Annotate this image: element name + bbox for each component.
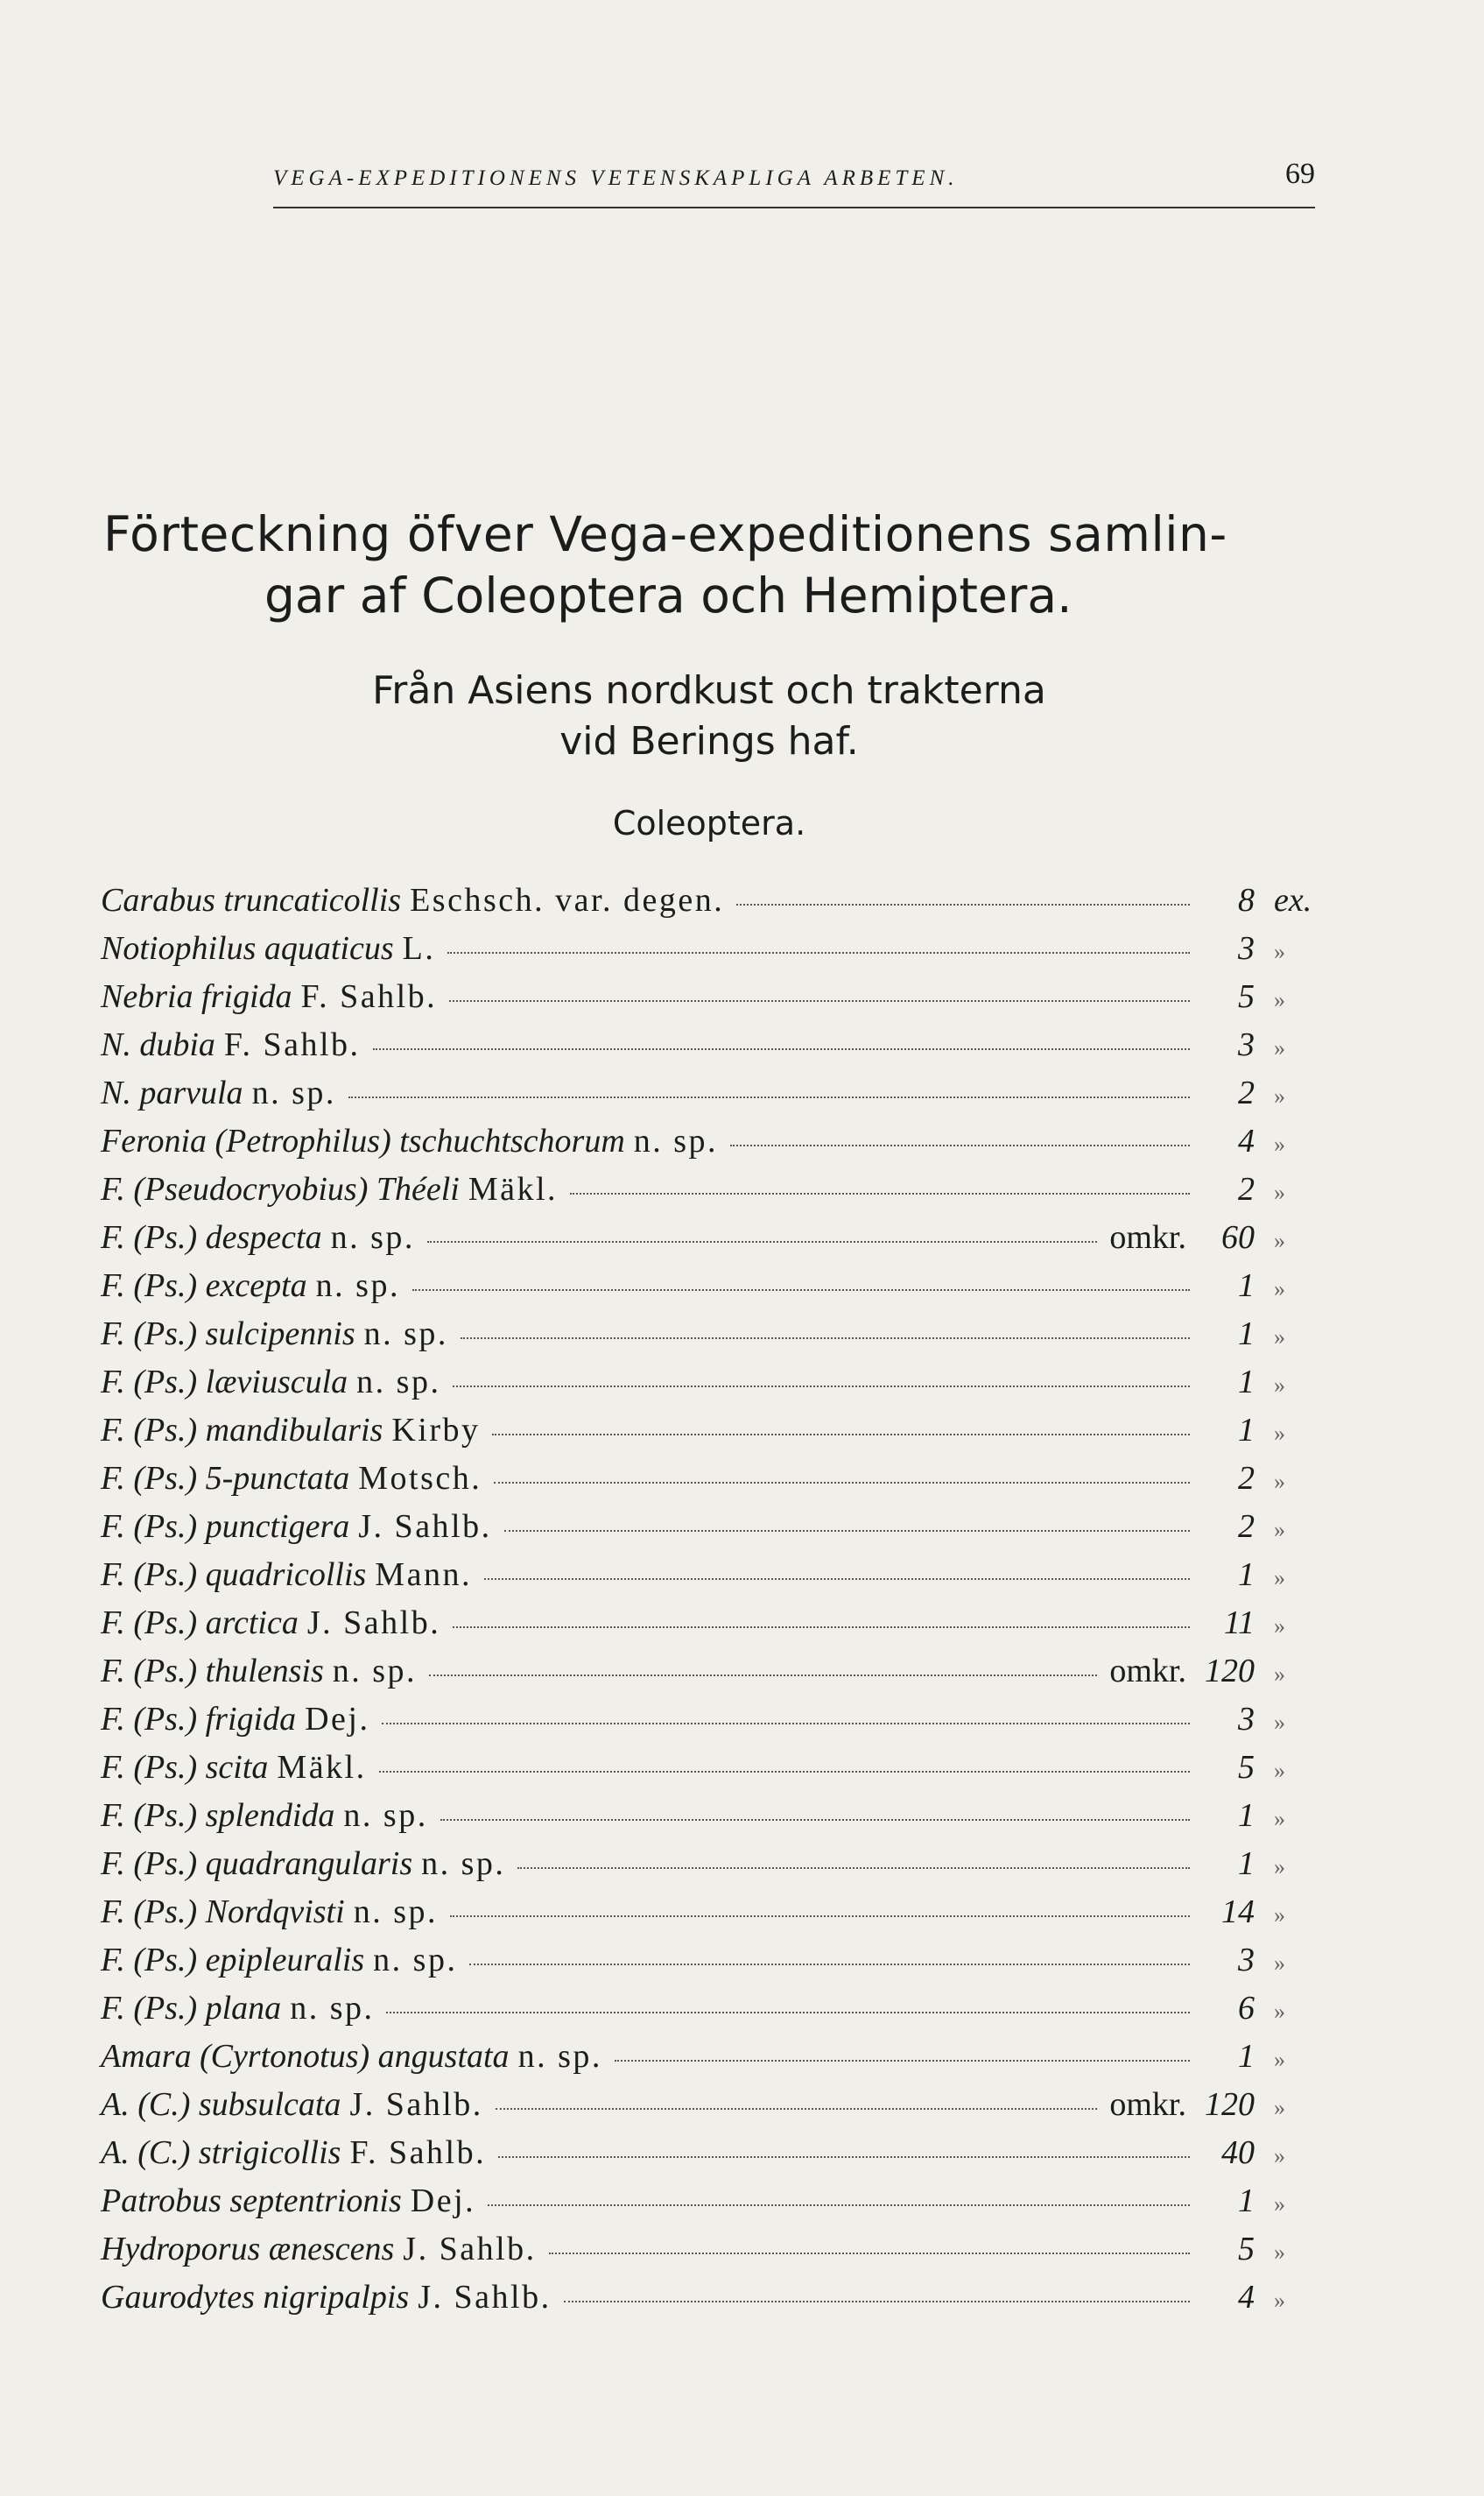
dot-leader [564,2301,1190,2302]
dot-leader [484,1578,1190,1580]
species-author: n. sp. [330,1219,415,1256]
list-item [101,2274,1326,2322]
dot-leader [348,1096,1190,1098]
species-name: Notiophilus aquaticus [101,930,394,967]
specimen-count: 1 [1238,1364,1255,1400]
list-item [101,1069,1326,1118]
count-unit: » [1274,1372,1285,1398]
species-name: F. (Ps.) 5-punctata [101,1460,350,1497]
specimen-count: 1 [1238,1845,1255,1882]
list-item [101,1262,1326,1310]
dot-leader [469,1964,1190,1965]
specimen-count: 1 [1238,1797,1255,1834]
species-name: N. dubia [101,1026,215,1063]
species-author: Kirby [391,1412,481,1449]
species-author: n. sp. [363,1315,448,1352]
specimen-count: 4 [1238,1123,1255,1160]
dot-leader [504,1530,1190,1532]
dot-leader [373,1048,1190,1050]
specimen-count: 5 [1238,2231,1255,2267]
specimen-count: 3 [1238,1026,1255,1063]
list-item [101,2177,1326,2225]
dot-leader [496,2108,1098,2110]
dot-leader [447,952,1190,954]
count-unit: » [1274,2143,1285,2168]
species-name: F. (Ps.) læviuscula [101,1364,348,1400]
list-item [101,1647,1326,1696]
dot-leader [440,1819,1190,1821]
dot-leader [736,904,1190,906]
dot-leader [453,1385,1190,1387]
species-author: n. sp. [356,1364,441,1400]
list-item [101,1455,1326,1503]
specimen-count: 1 [1238,1556,1255,1593]
species-author: n. sp. [290,1990,375,2027]
species-name: F. (Ps.) thulensis [101,1653,324,1689]
dot-leader [570,1193,1190,1195]
dot-leader [461,1337,1190,1339]
specimen-count: 40 [1221,2134,1255,2171]
specimen-count: 120 [1205,1653,1255,1689]
count-note: omkr. [1109,1219,1186,1256]
specimen-count: 1 [1238,1315,1255,1352]
list-item [101,1166,1326,1214]
specimen-count: 3 [1238,930,1255,967]
list-item [101,1840,1326,1888]
dot-leader [379,1771,1190,1773]
count-unit: » [1274,1613,1285,1639]
running-title: VEGA-EXPEDITIONENS VETENSKAPLIGA ARBETEN. [273,166,959,190]
count-unit: » [1274,1999,1285,2024]
list-item [101,1358,1326,1407]
count-unit: » [1274,1035,1285,1061]
count-unit: » [1274,987,1285,1012]
count-unit: » [1274,2191,1285,2217]
count-unit: » [1274,1180,1285,1205]
count-unit: » [1274,1228,1285,1253]
species-author: n. sp. [373,1942,458,1978]
species-name: F. (Ps.) punctigera [101,1508,350,1545]
main-title-line-2: gar af Coleoptera och Hemiptera. [264,568,1073,624]
dot-leader [412,1289,1190,1291]
specimen-count: 1 [1238,2182,1255,2219]
count-unit: » [1274,1854,1285,1879]
list-item [101,2129,1326,2177]
species-author: J. Sahlb. [418,2279,552,2316]
dot-leader [492,1434,1190,1435]
count-unit: » [1274,1806,1285,1831]
specimen-count: 3 [1238,1701,1255,1738]
species-name: Patrobus septentrionis [101,2182,402,2219]
species-author: n. sp. [332,1653,418,1689]
dot-leader [386,2012,1190,2013]
species-name: F. (Ps.) arctica [101,1604,299,1641]
specimen-count: 2 [1238,1508,1255,1545]
specimen-count: 8 [1238,882,1255,919]
main-title [103,506,1329,624]
species-name: Gaurodytes nigripalpis [101,2279,410,2316]
count-unit: » [1274,1565,1285,1590]
species-author: n. sp. [633,1123,719,1160]
list-item [101,1936,1326,1985]
count-unit: » [1274,1710,1285,1735]
species-name: Feronia (Petrophilus) tschuchtschorum [101,1123,625,1160]
species-name: F. (Ps.) frigida [101,1701,297,1738]
subtitle-line-2: vid Berings haf. [559,719,859,764]
count-unit: » [1274,1661,1285,1687]
page-header [98,156,1315,217]
list-item [101,1214,1326,1262]
species-author: F. Sahlb. [223,1026,361,1063]
count-unit: » [1274,2047,1285,2072]
species-name: F. (Ps.) mandibularis [101,1412,383,1449]
list-item [101,2225,1326,2274]
species-name: N. parvula [101,1075,243,1111]
species-name: A. (C.) subsulcata [101,2086,341,2123]
main-title-line-1: Förteckning öfver Vega-expeditionens samlin- [103,506,1227,562]
specimen-count: 2 [1238,1171,1255,1208]
list-item [101,973,1326,1021]
specimen-count: 120 [1205,2086,1255,2123]
specimen-count: 1 [1238,1412,1255,1449]
dot-leader [449,1000,1190,1002]
list-item [101,1503,1326,1551]
list-item [101,1118,1326,1166]
count-unit: » [1274,1132,1285,1157]
list-item [101,1599,1326,1647]
species-author: F. Sahlb. [349,2134,487,2171]
specimen-count: 2 [1238,1460,1255,1497]
count-unit: » [1274,2239,1285,2265]
dot-leader [730,1145,1190,1146]
count-unit: ex. [1274,882,1312,919]
count-unit: » [1274,1517,1285,1542]
species-list [101,877,1326,2322]
dot-leader [494,1482,1190,1484]
species-author: Mäkl. [277,1749,367,1786]
dot-leader [427,1241,1098,1243]
count-unit: » [1274,1083,1285,1109]
species-name: F. (Ps.) quadricollis [101,1556,367,1593]
species-author: n. sp. [251,1075,336,1111]
species-name: F. (Ps.) splendida [101,1797,335,1834]
species-author: n. sp. [343,1797,428,1834]
species-author: Mäkl. [468,1171,559,1208]
count-unit: » [1274,2095,1285,2120]
species-name: F. (Ps.) despecta [101,1219,322,1256]
count-unit: » [1274,1758,1285,1783]
species-name: F. (Ps.) sulcipennis [101,1315,355,1352]
species-name: Carabus truncaticollis [101,882,402,919]
list-item [101,1985,1326,2033]
specimen-count: 1 [1238,2038,1255,2075]
dot-leader [615,2060,1190,2062]
dot-leader [429,1675,1097,1676]
list-item [101,1696,1326,1744]
list-item [101,1551,1326,1599]
count-note: omkr. [1109,1653,1186,1689]
species-author: J. Sahlb. [349,2086,483,2123]
specimen-count: 11 [1223,1604,1255,1641]
species-name: F. (Ps.) plana [101,1990,282,2027]
count-unit: » [1274,1902,1285,1928]
specimen-count: 6 [1238,1990,1255,2027]
count-unit: » [1274,1950,1285,1976]
species-name: A. (C.) strigicollis [101,2134,341,2171]
specimen-count: 5 [1238,978,1255,1015]
specimen-count: 5 [1238,1749,1255,1786]
count-unit: » [1274,1276,1285,1301]
dot-leader [498,2156,1190,2158]
count-note: omkr. [1109,2086,1186,2123]
species-author: F. Sahlb. [300,978,438,1015]
species-author: Dej. [410,2182,476,2219]
specimen-count: 2 [1238,1075,1255,1111]
dot-leader [517,1867,1190,1869]
species-author: Motsch. [358,1460,482,1497]
dot-leader [488,2204,1190,2206]
list-item [101,1310,1326,1358]
species-author: Eschsch. var. degen. [410,882,725,919]
specimen-count: 4 [1238,2279,1255,2316]
list-item [101,877,1326,925]
list-item [101,1792,1326,1840]
specimen-count: 3 [1238,1942,1255,1978]
specimen-count: 1 [1238,1267,1255,1304]
species-name: Hydroporus ænescens [101,2231,395,2267]
list-item [101,2081,1326,2129]
count-unit: » [1274,1324,1285,1350]
dot-leader [382,1723,1190,1724]
header-rule [273,207,1315,208]
section-heading: Coleoptera. [612,804,806,843]
list-item [101,1744,1326,1792]
count-unit: » [1274,1421,1285,1446]
dot-leader [549,2253,1190,2254]
list-item [101,1021,1326,1069]
species-author: n. sp. [353,1893,438,1930]
species-name: F. (Pseudocryobius) Théeli [101,1171,460,1208]
dot-leader [450,1915,1190,1917]
species-name: Amara (Cyrtonotus) angustata [101,2038,510,2075]
species-author: n. sp. [517,2038,602,2075]
subtitle-line-1: Från Asiens nordkust och trakterna [372,668,1046,713]
count-unit: » [1274,1469,1285,1494]
species-name: F. (Ps.) epipleuralis [101,1942,365,1978]
species-author: n. sp. [315,1267,400,1304]
page-number: 69 [1285,158,1315,190]
species-author: n. sp. [421,1845,506,1882]
species-name: F. (Ps.) quadrangularis [101,1845,413,1882]
subtitle [0,666,1418,767]
specimen-count: 14 [1221,1893,1255,1930]
species-author: J. Sahlb. [403,2231,537,2267]
species-name: F. (Ps.) scita [101,1749,269,1786]
count-unit: » [1274,939,1285,964]
species-author: L. [402,930,436,967]
species-name: F. (Ps.) Nordqvisti [101,1893,345,1930]
count-unit: » [1274,2288,1285,2313]
specimen-count: 60 [1221,1219,1255,1256]
species-author: J. Sahlb. [306,1604,441,1641]
list-item [101,2033,1326,2081]
species-name: Nebria frigida [101,978,292,1015]
species-author: Mann. [375,1556,472,1593]
list-item [101,1888,1326,1936]
species-name: F. (Ps.) excepta [101,1267,307,1304]
list-item [101,1407,1326,1455]
species-author: Dej. [305,1701,370,1738]
list-item [101,925,1326,973]
dot-leader [453,1626,1190,1628]
species-author: J. Sahlb. [358,1508,492,1545]
